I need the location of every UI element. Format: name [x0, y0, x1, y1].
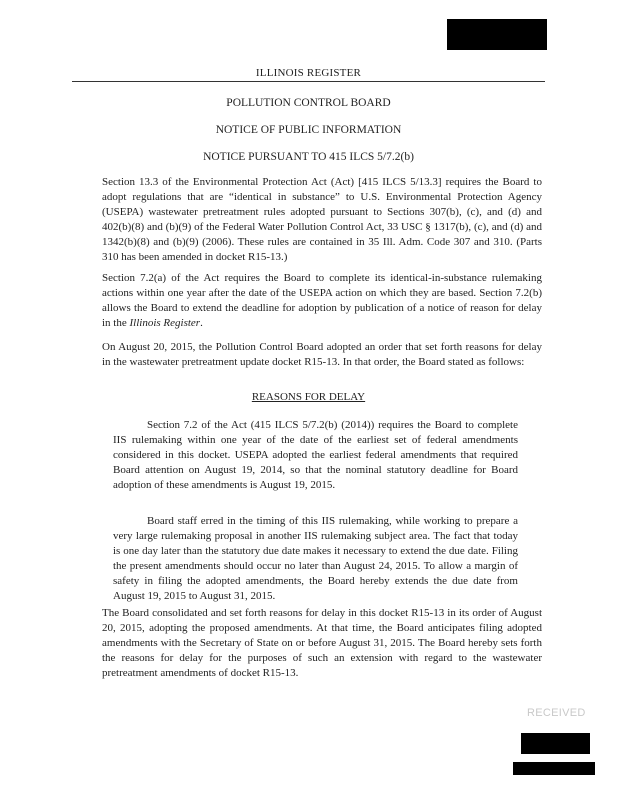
reasons-for-delay-heading: REASONS FOR DELAY	[251, 391, 366, 403]
reasons-paragraph-2: Board staff erred in the timing of this IIS rulemaking, while working to prepare a very large rulemaking proposal in another IIS rulemaking subject area. The fact that today is one day later than the statutory due date makes it necessary to extend the due date. Filing the present amendments should occur no later than August 24, 2015. To allow a margin of safety in filing the adopted amendments, the Board hereby extends the due date from August 19, 2015 to August 31, 2015.	[113, 515, 518, 602]
register-header: ILLINOIS REGISTER	[255, 67, 362, 79]
paragraph-order-august-20: On August 20, 2015, the Pollution Control Board adopted an order that set forth reasons for delay in the wastewater pretreatment update docket R15-13. In that order, the Board stated as follows:	[102, 341, 542, 368]
notice-title: NOTICE OF PUBLIC INFORMATION	[215, 124, 402, 136]
pursuant-title: NOTICE PURSUANT TO 415 ILCS 5/7.2(b)	[203, 151, 414, 163]
illinois-register-citation: Illinois Register	[129, 317, 201, 329]
reasons-paragraph-1: Section 7.2 of the Act (415 ILCS 5/7.2(b) (2014)) requires the Board to complete IIS rulemaking within one year of the date of the earliest set of federal amendments considered in this docket. USEPA adopted the earliest federal amendments that required Board attention on August 19, 2014, so that the nominal statutory deadline for Board adoption of these amendments is August 19, 2015.	[113, 419, 518, 491]
redaction-box-bottom-2	[513, 762, 595, 775]
redaction-box-top	[447, 19, 547, 50]
board-title: POLLUTION CONTROL BOARD	[226, 97, 391, 109]
header-divider	[72, 81, 545, 82]
paragraph-section-7-2-text: Section 7.2(a) of the Act requires the Board to complete its identical-in-substance rulemaking actions within one year after the date of the USEPA action on which they are based. Section 7.2(b) allows the Board to extend the deadline for adoption by publication of a notice of reason for delay in the	[102, 272, 542, 329]
closing-paragraph: The Board consolidated and set forth reasons for delay in this docket R15-13 in its order of August 20, 2015, adopting the proposed amendments. At that time, the Board anticipates filing adopted amendments with the Secretary of State on or before August 31, 2015. The Board hereby sets forth the reasons for delay for the purposes of such an extension with regard to the wastewater pretreatment amendments of docket R15-13.	[102, 607, 542, 679]
paragraph-section-13-3: Section 13.3 of the Environmental Protection Act (Act) [415 ILCS 5/13.3] requires the Board to adopt regulations that are “identical in substance” to U.S. Environmental Protection Agency (USEPA) wastewater pretreatment rules adopted pursuant to Sections 307(b), (c), and (d) and 402(b)(8) and (b)(9) of the Federal Water Pollution Control Act, 33 USC § 1317(b), (c), and (d) and 1342(b)(8) and (b)(9) (2006). These rules are contained in 35 Ill. Adm. Code 307 and 310. (Parts 310 has been amended in docket R15-13.)	[102, 176, 542, 263]
paragraph-section-7-2	[102, 271, 542, 331]
received-stamp: RECEIVED	[527, 707, 586, 719]
redaction-box-bottom-1	[521, 733, 590, 754]
paragraph-section-7-2-end: .	[200, 317, 203, 329]
